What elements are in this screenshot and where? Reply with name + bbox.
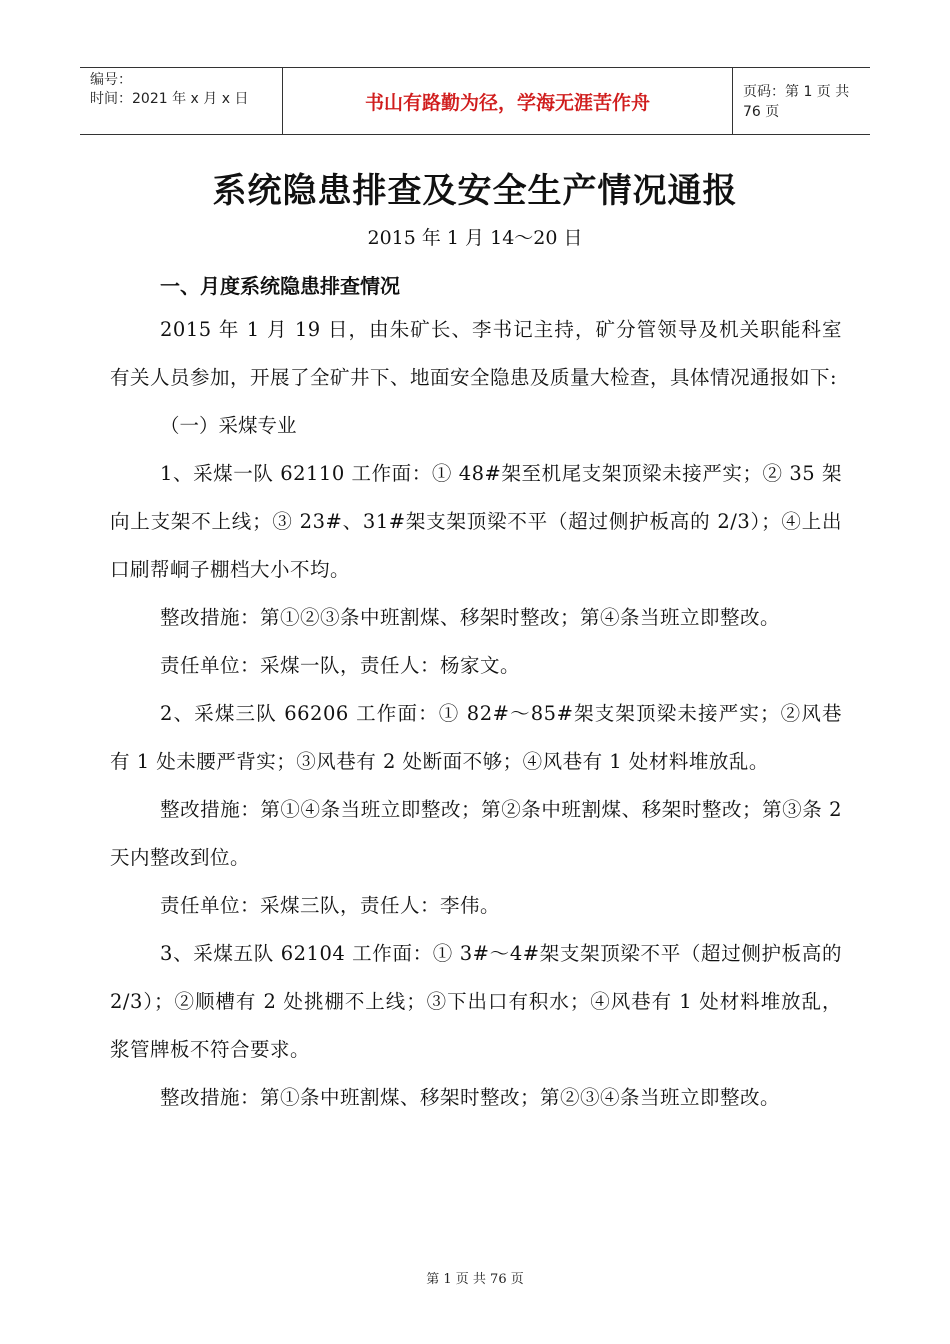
header-motto: 书山有路勤为径，学海无涯苦作舟 — [282, 68, 733, 134]
page-footer: 第 1 页 共 76 页 — [426, 1272, 524, 1287]
item-2-fix: 整改措施：第①④条当班立即整改；第②条中班割煤、移架时整改；第③条 2 天内整改到位。 — [110, 798, 842, 869]
item-2-responsibility: 责任单位：采煤三队，责任人：李伟。 — [160, 894, 501, 917]
subsection-heading: （一）采煤专业 — [160, 414, 297, 437]
item-2: 2、采煤三队 66206 工作面：① 82#～85#架支架顶梁未接严实；②风巷有 1 处未腰严背实；③风巷有 2 处断面不够；④风巷有 1 处材料堆放乱。 — [110, 702, 842, 773]
time-label: 时间：2021 年 x 月 x 日 — [90, 91, 249, 107]
header-meta — [80, 68, 282, 134]
section-heading: 一、月度系统隐患排查情况 — [160, 274, 400, 298]
item-1-responsibility: 责任单位：采煤一队，责任人：杨家文。 — [160, 654, 521, 677]
code-label: 编号： — [90, 72, 132, 88]
header-page-info: 页码：第 1 页 共 76 页 — [743, 84, 850, 120]
item-3-fix: 整改措施：第①条中班割煤、移架时整改；第②③④条当班立即整改。 — [160, 1086, 781, 1109]
document-date: 2015 年 1 月 14～20 日 — [367, 227, 583, 249]
item-1-fix: 整改措施：第①②③条中班割煤、移架时整改；第④条当班立即整改。 — [160, 606, 781, 629]
item-3: 3、采煤五队 62104 工作面：① 3#～4#架支架顶梁不平（超过侧护板高的 2/3）；②顺槽有 2 处挑棚不上线；③下出口有积水；④风巷有 1 处材料堆放乱，浆管牌板不符合要求。 — [110, 942, 842, 1061]
intro-paragraph: 2015 年 1 月 19 日，由朱矿长、李书记主持，矿分管领导及机关职能科室有关人员参加，开展了全矿井下、地面安全隐患及质量大检查，具体情况通报如下: — [110, 318, 842, 389]
document-body — [110, 266, 842, 1122]
document-title: 系统隐患排查及安全生产情况通报 — [212, 171, 738, 211]
header-table — [80, 67, 870, 135]
item-1: 1、采煤一队 62110 工作面：① 48#架至机尾支架顶梁未接严实；② 35 架向上支架不上线；③ 23#、31#架支架顶梁不平（超过侧护板高的 2/3）；④上出口刷帮峒子棚档大小不均。 — [110, 462, 842, 581]
